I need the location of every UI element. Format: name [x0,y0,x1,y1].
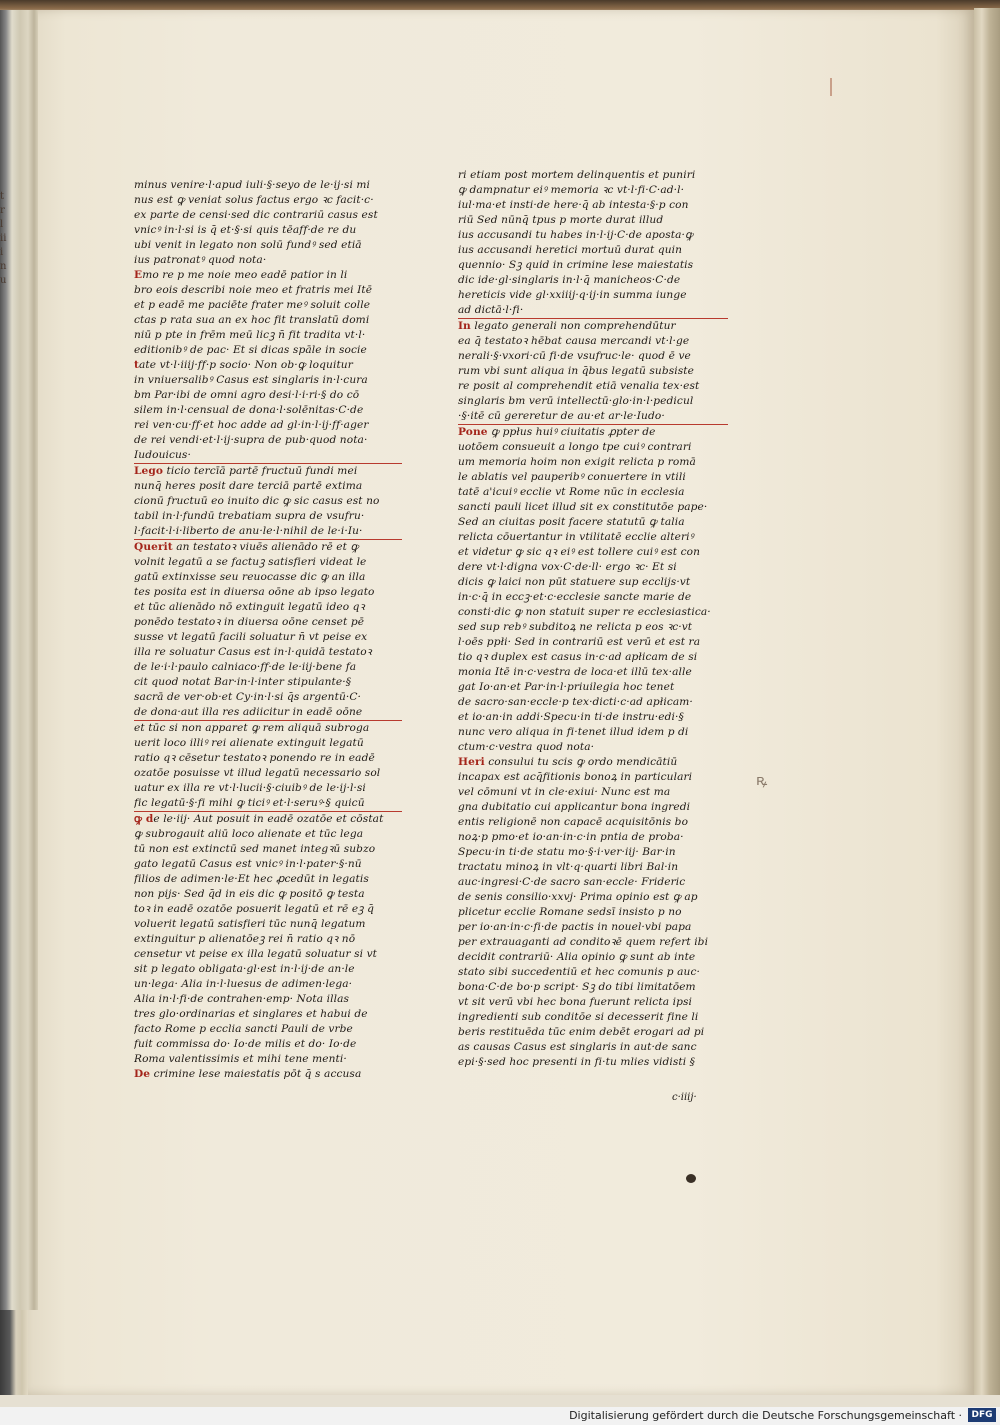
text-line: ri etiam post mortem delinquentis et puniri [458,169,696,181]
text-line: gna dubitatio cui applicantur bona ingredi [458,801,691,813]
text-line: et tūc si non apparet ꝙ rem aliquā subroga [134,722,370,734]
text-line: stato sibi succedentiū et hec comunis p auc· [458,966,700,978]
text-line: re posit al comprehendit etiā venalia tex·est [458,380,700,392]
text-line: rei ven·cu·ff·et hoc adde ad gl·in·l·ij·ff·ager [134,419,369,431]
text-line: de le·i·l·paulo calniaco·ff·de le·iij·bene fa [134,661,357,673]
text-line: entis religionē non capacē acquisitōnis bo [458,816,689,828]
text-line: ratio qꝛ cēsetur testatoꝛ ponendo re in eadē [134,752,375,764]
text-line: de senis consilio·xxvj· Prima opinio est ꝙ ap [458,891,698,903]
footer-credit: Digitalisierung gefördert durch die Deutsche Forschungsgemeinschaft · [569,1409,962,1422]
text-line: monia Itē in·c·vestra de loca·et illū tex·alle [458,666,692,678]
text-line: tio qꝛ duplex est casus in·c·ad apłicam de si [458,651,698,663]
text-line: fuit commissa do· Io·de milis et do· Io·de [134,1038,357,1050]
text-line: ꝙ subrogauit aliū loco alienate et tūc lega [134,828,364,840]
text-line: sed sup rebꝰ subditoꝝ ne relicta p eos ꝛc·vt [458,621,693,633]
text-line: tabil in·l·fundū trebatiam supra de vsufru· [134,510,365,522]
text-line: tū non est extinctū sed manet integꝛū subzo [134,843,376,855]
bottom-margin [0,1395,1000,1407]
text-line: extinguitur p alienatōeꝫ rei n̄ ratio qꝛ nō [134,933,356,945]
text-line: iul·ma·et insti·de here·q̄ ab intesta·§·p con [458,199,689,211]
text-line: ad dictā·l·fi· [458,303,728,319]
text-line: Specu·in ti·de statu mo·§·i·ver·iij· Bar·in [458,846,676,858]
text-line: editionibꝰ de pac· Et si dicas spāle in socie [134,344,367,356]
text-line: in vniuersalibꝰ Casus est singlaris in·l·cura [134,374,368,386]
text-line: ꝙ de le·iij· Aut posuit in eadē ozatōe et cōstat [134,813,384,825]
text-line: consti·dic ꝙ non statuit super re ecclesiastica· [458,606,711,618]
text-line: ubi venit in legato non solū fundꝰ sed etiā [134,239,362,251]
text-line: bm Par·ibi de omni agro desi·l·i·ri·§ do cō [134,389,360,401]
text-line: vnicꝰ in·l·si is q̄ et·§·si quis tēaff·de re du [134,224,357,236]
text-line: l·facit·l·i·liberto de anu·le·l·nihil de le·i·Iu· [134,524,402,540]
text-line: ozatōe posuisse vt illud legatū necessario sol [134,767,381,779]
text-line: dic ide·gl·singlaris in·l·q̄ manicheos·C·de [458,274,681,286]
text-line: um memoria hoim non exigit relicta p romā [458,456,696,468]
text-line: incapax est acq̄fitionis bonoꝝ in particulari [458,771,693,783]
text-line: plicetur ecclie Romane sedsī insisto p no [458,906,682,918]
text-line: de dona·aut illa res adiicitur in eadē oōne [134,705,402,721]
text-line: ex parte de censi·sed dic contrariū casus est [134,209,378,221]
text-line: sit p legato obligata·gl·est in·l·ij·de an·le [134,963,355,975]
text-line: vel cōmuni vt in cle·exiui· Nunc est ma [458,786,671,798]
text-line: silem in·l·censual de dona·l·solēnitas·C·de [134,404,364,416]
text-column-left [134,178,402,1082]
signature-mark: c·iiij· [672,1092,697,1103]
text-line: et io·an·in addi·Specu·in ti·de instru·edi·§ [458,711,684,723]
text-line: ponēdo testatoꝛ in diuersa oōne censet pē [134,616,365,628]
text-line: nus est ꝙ veniat solus factus ergo ꝛc facit·c· [134,194,374,206]
text-line: niū p pte in frēm meū licꝫ n̄ fit tradita vt·l· [134,329,366,341]
text-line: Sed an ciuitas posit facere statutū ꝙ talia [458,516,685,528]
text-line: auc·ingresi·C·de sacro san·eccle· Frideric [458,876,686,888]
left-facing-page-text: t r l ii i n u [0,191,7,286]
text-line: beris restituēda tūc enim debēt erogari ad pi [458,1026,705,1038]
text-line: et videtur ꝙ sic qꝛ eiꝰ est tollere cuiꝰ est con [458,546,701,558]
text-line: Lego ticio tercīā partē fructuū fundi mei [134,465,358,477]
text-line: l·oēs ppłi· Sed in contrariū est verū et est ra [458,636,701,648]
text-line: quennio· Sꝫ quid in crimine lese maiestatis [458,259,694,271]
text-line: tatē a'icuiꝰ ecclie vt Rome nūc in ecclesia [458,486,685,498]
text-line: filios de adimen·le·Et hec ꝓcedūt in legatis [134,873,369,885]
text-line: ctas p rata sua an ex hoc fit translatū domi [134,314,370,326]
text-line: De crimine lese maiestatis pōt q̄ s accusa [134,1068,362,1080]
text-line: Querit an testatoꝛ viuēs alienādo rē et ꝙ [134,541,359,553]
text-line: Pone ꝙ ppłus huiꝰ ciuitatis ꝓpter de [458,426,656,438]
text-line: gatū extinxisse seu reuocasse dic ꝙ an illa [134,571,366,583]
text-line: nerali·§·vxori·cū fi·de vsufruc·le· quod ē ve [458,350,691,362]
text-line: tractatu minoꝝ in vlt·q·quarti libri Bal·in [458,861,679,873]
text-column-right [458,168,728,1070]
text-line: epi·§·sed hoc presenti in fi·tu mlies vidisti § [458,1056,696,1068]
text-line: toꝛ in eadē ozatōe posuerit legatū et rē eꝫ q̄ [134,903,375,915]
text-line: noꝝ·p pmo·et io·an·in·c·in pntia de proba· [458,831,684,843]
text-line: facto Rome p ecclia sancti Pauli de vrbe [134,1023,353,1035]
text-line: ea q̄ testatoꝛ hēbat causa mercandi vt·l·ge [458,335,690,347]
text-line: Roma valentissimis et mihi tene menti· [134,1053,347,1065]
text-line: dicis ꝙ laici non pūt statuere sup ecclijs·vt [458,576,691,588]
text-line: per extrauaganti ad conditoꝛē quem refert ibi [458,936,709,948]
text-line: bro eois describi noie meo et fratris mei Itē [134,284,373,296]
dfg-logo: DFG [968,1408,996,1422]
text-line: rum vbi sunt aliqua in q̄bus legatū subsiste [458,365,695,377]
text-line: censetur vt peise ex illa legatū soluatur si vt [134,948,378,960]
text-line: cionū fructuū eo inuito dic ꝙ sic casus est no [134,495,380,507]
text-line: tres glo·ordinarias et singlares et habui de [134,1008,368,1020]
text-line: ·§·itē cū gereretur de au·et ar·le·Iudo· [458,409,728,425]
text-line: ius accusandi heretici mortuū durat quin [458,244,683,256]
text-line: vt sit verū vbi hec bona fuerunt relicta ipsi [458,996,692,1008]
text-line: bona·C·de bo·p script· Sꝫ do tibi limitatōem [458,981,696,993]
text-line: In legato generali non comprehendūtur [458,320,676,332]
text-line: in·c·q̄ in eccꝫ·et·c·ecclesie sancte marie de [458,591,692,603]
text-line: susse vt legatū facili soluatur n̄ vt peise ex [134,631,368,643]
text-line: uotōem consueuit a longo tpe cuiꝰ contrari [458,441,692,453]
text-line: tate vt·l·iiij·ff·p socio· Non ob·ꝙ loquitur [134,359,353,371]
text-line: nunc vero aliqua in fi·tenet illud idem p di [458,726,689,738]
text-line: uerit loco illiꝰ rei alienate extinguit legatū [134,737,364,749]
text-line: nunq̄ heres posit dare terciā partē extima [134,480,363,492]
text-line: voluerit legatū satisfieri tūc nunq̄ legatum [134,918,366,930]
text-line: gato legatū Casus est vnicꝰ in·l·pater·§·nū [134,858,362,870]
text-line: riū Sed nūnq̄ tpus p morte durat illud [458,214,664,226]
text-line: ius accusandi tu habes in·l·ij·C·de aposta·ꝙ [458,229,694,241]
text-line: relicta cōuertantur in vtilitatē ecclie alteriꝰ [458,531,694,543]
text-line: Iudouicus· [134,448,402,464]
text-line: et p eadē me paciēte frater meꝰ soluit colle [134,299,371,311]
text-line: de sacro·san·eccle·p tex·dicti·c·ad apłicam· [458,696,693,708]
text-line: Emo re p me noie meo eadē patior in li [134,269,348,281]
text-line: fic legatū·§·fi mihi ꝙ ticiꝰ et·l·seruꝰ·§ quicū [134,796,402,812]
text-line: le ablatis vel pauperibꝰ conuertere in vtili [458,471,686,483]
text-line: sacrā de ver·ob·et Cy·in·l·si q̄s argentū·C· [134,691,362,703]
ink-stain [830,78,832,96]
text-line: decidit contrariū· Alia opinio ꝙ sunt ab inte [458,951,696,963]
text-line: ius patronatꝰ quod nota· [134,254,267,266]
marginal-annotation: ꝶ [756,771,768,789]
text-line: Alia in·l·fi·de contrahen·emp· Nota illas [134,993,350,1005]
text-line: et tūc alienādo nō extinguit legatū ideo qꝛ [134,601,365,613]
text-line: ctum·c·vestra quod nota· [458,741,595,753]
text-line: uatur ex illa re vt·l·lucii·§·ciuibꝰ de le·ij·l·si [134,782,366,794]
text-line: gat Io·an·et Par·in·l·priuilegia hoc tenet [458,681,675,693]
text-line: tes posita est in diuersa oōne ab ipso legato [134,586,375,598]
text-line: Heri consului tu scis ꝙ ordo mendicātiū [458,756,678,768]
text-line: as causas Casus est singlaris in aut·de sanc [458,1041,697,1053]
ink-spot [686,1174,696,1183]
text-line: singlaris bm verū intellectū·glo·in·l·pedicul [458,395,694,407]
text-line: ingredienti sub conditōe si decesserit fine li [458,1011,699,1023]
text-line: sancti pauli licet illud sit ex constitutōe pape· [458,501,708,513]
text-line: volnit legatū a se factuꝫ satisfieri videat le [134,556,367,568]
text-line: cit quod notat Bar·in·l·inter stipulante·§ [134,676,352,688]
text-line: minus venire·l·apud iuli·§·seyo de le·ij·si mi [134,179,371,191]
right-book-edge [974,8,1000,1403]
text-line: dere vt·l·digna vox·C·de·ll· ergo ꝛc· Et si [458,561,677,573]
text-line: de rei vendi·et·l·ij·supra de pub·quod nota· [134,434,368,446]
text-line: illa re soluatur Casus est in·l·quidā testatoꝛ [134,646,372,658]
text-line: hereticis vide gl·xxiiij·q·ij·in summa iunge [458,289,687,301]
text-line: non pijs· Sed q̄d in eis dic ꝙ positō ꝙ testa [134,888,365,900]
text-line: ꝙ dampnatur eiꝰ memoria ꝛc vt·l·fi·C·ad·l· [458,184,685,196]
text-line: per io·an·in·c·fi·de pactis in nouel·vbi papa [458,921,692,933]
text-line: un·lega· Alia in·l·luesus de adimen·lega· [134,978,353,990]
